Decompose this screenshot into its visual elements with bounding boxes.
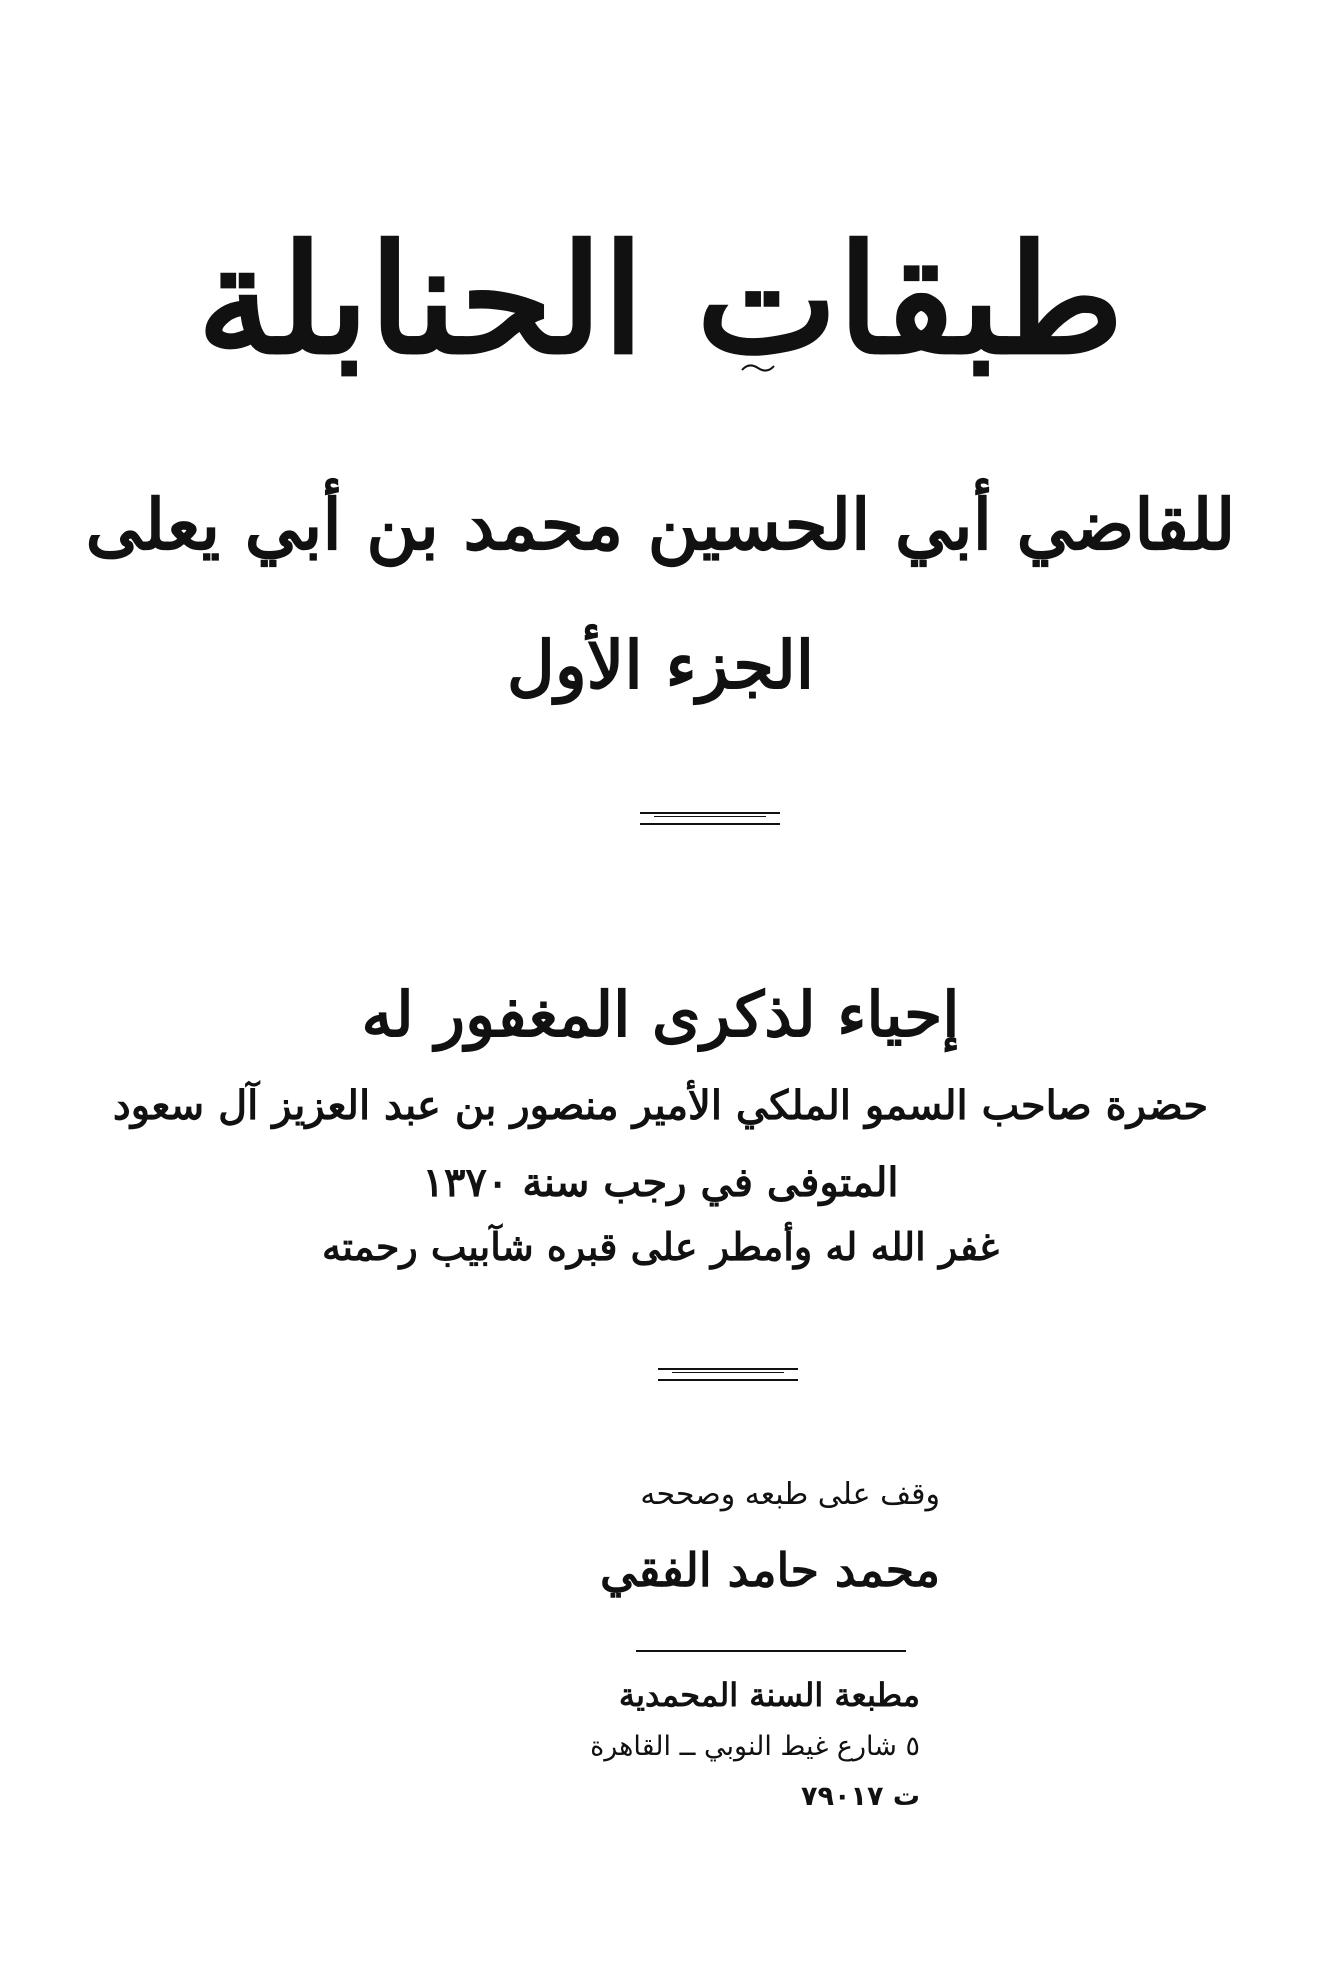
author-line: للقاضي أبي الحسين محمد بن أبي يعلى xyxy=(85,483,1236,566)
prayer-line: غفر الله له وأمطر على قبره شآبيب رحمته xyxy=(322,1224,999,1269)
flourish-ornament xyxy=(740,362,776,374)
decorative-divider xyxy=(640,812,780,825)
publisher-rule xyxy=(636,1650,906,1654)
dedication-heading: إحياء لذكرى المغفور له xyxy=(361,978,960,1051)
volume-label: الجزء الأول xyxy=(506,626,815,704)
publisher-name: مطبعة السنة المحمدية xyxy=(618,1676,920,1714)
publisher-address: ٥ شارع غيط النوبي ــ القاهرة xyxy=(590,1731,920,1762)
death-note: المتوفى في رجب سنة ١٣٧٠ xyxy=(422,1159,899,1206)
book-title: طبقات الحنابلة xyxy=(197,212,1124,388)
editor-label: وقف على طبعه وصححه xyxy=(640,1477,940,1512)
honoree-line: حضرة صاحب السمو الملكي الأمير منصور بن عبد العزيز آل سعود xyxy=(112,1082,1209,1129)
publisher-phone: ت ٧٩٠١٧ xyxy=(801,1781,920,1812)
editor-name: محمد حامد الفقي xyxy=(599,1543,940,1597)
decorative-divider xyxy=(658,1368,798,1381)
